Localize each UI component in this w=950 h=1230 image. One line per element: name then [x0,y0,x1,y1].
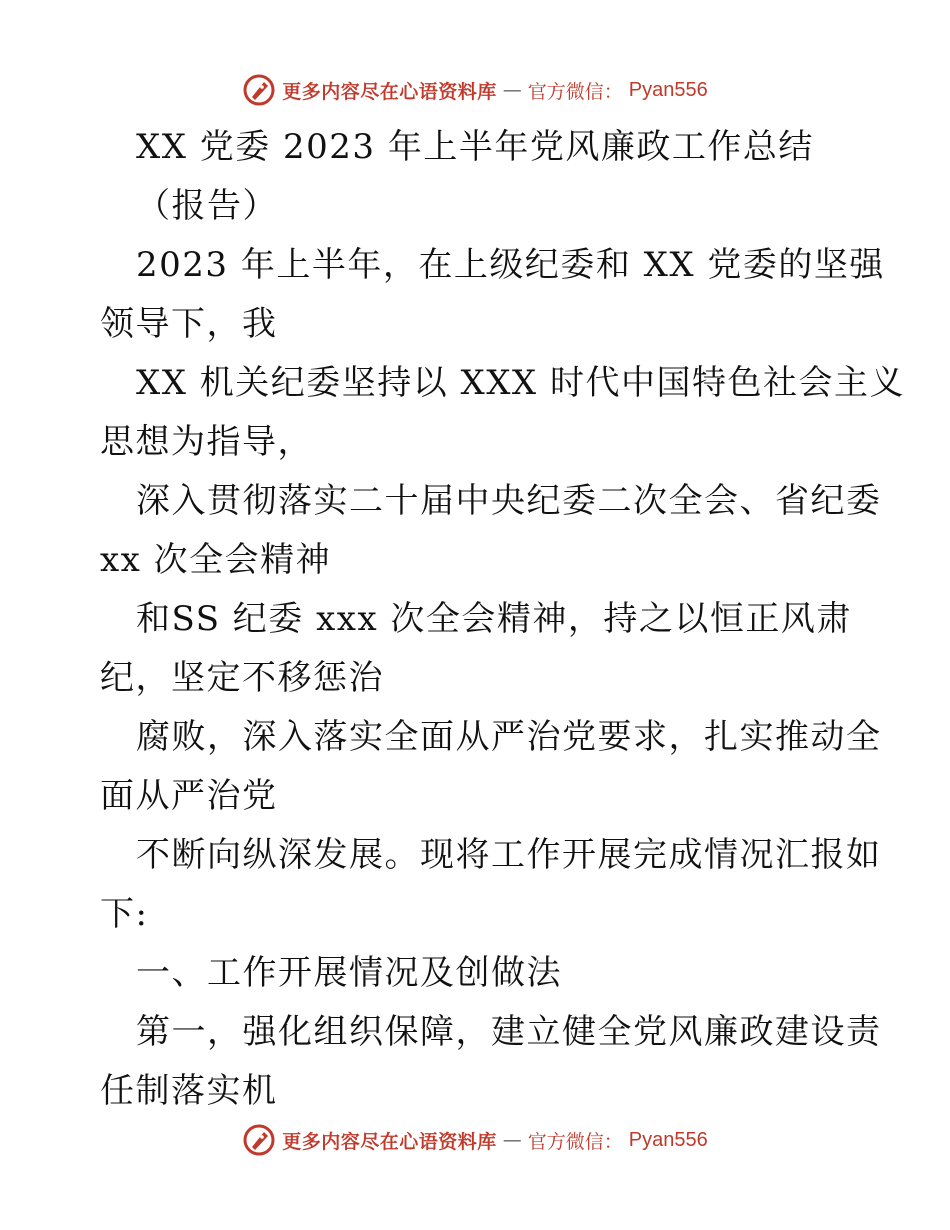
paragraph-line: 任制落实机 [100,1071,278,1111]
pen-nib-logo-icon [242,1123,276,1157]
banner-wechat-id: Pyan556 [628,1128,708,1151]
banner-separator: — [502,1129,522,1151]
banner-content [242,73,708,107]
section-heading: 一、工作开展情况及创做法 [136,953,562,993]
paragraph-line: xx 次全会精神 [100,540,332,580]
banner-content [242,1123,708,1157]
header-banner [0,70,950,110]
paragraph-line: 下: [100,894,149,934]
document-subtitle: （报告） [136,186,278,226]
paragraph-line: 腐败，深入落实全面从严治党要求，扎实推动全 [136,717,882,757]
banner-slogan: 更多内容尽在心语资料库 [282,1130,497,1153]
footer-banner [0,1120,950,1160]
document-title: XX 党委 2023 年上半年党风廉政工作总结 [136,127,814,167]
banner-wechat-label: 官方微信： [527,1130,623,1153]
banner-separator: — [502,79,522,101]
paragraph-line: 和SS 纪委 xxx 次全会精神，持之以恒正风肃 [136,599,852,639]
paragraph-line: XX 机关纪委坚持以 XXX 时代中国特色社会主义 [136,363,905,403]
pen-nib-logo-icon [242,73,276,107]
paragraph-line: 面从严治党 [100,776,278,816]
banner-wechat-id: Pyan556 [628,78,708,101]
paragraph-line: 2023 年上半年，在上级纪委和 XX 党委的坚强 [136,245,885,285]
paragraph-line: 纪，坚定不移惩治 [100,658,384,698]
banner-wechat-label: 官方微信： [527,80,623,103]
banner-slogan: 更多内容尽在心语资料库 [282,80,497,103]
paragraph-line: 领导下，我 [100,304,278,344]
paragraph-line: 不断向纵深发展。现将工作开展完成情况汇报如 [136,835,882,875]
paragraph-line: 第一，强化组织保障，建立健全党风廉政建设责 [136,1012,882,1052]
document-body [100,118,905,1121]
paragraph-line: 深入贯彻落实二十届中央纪委二次全会、省纪委 [136,481,882,521]
paragraph-line: 思想为指导， [100,422,313,462]
